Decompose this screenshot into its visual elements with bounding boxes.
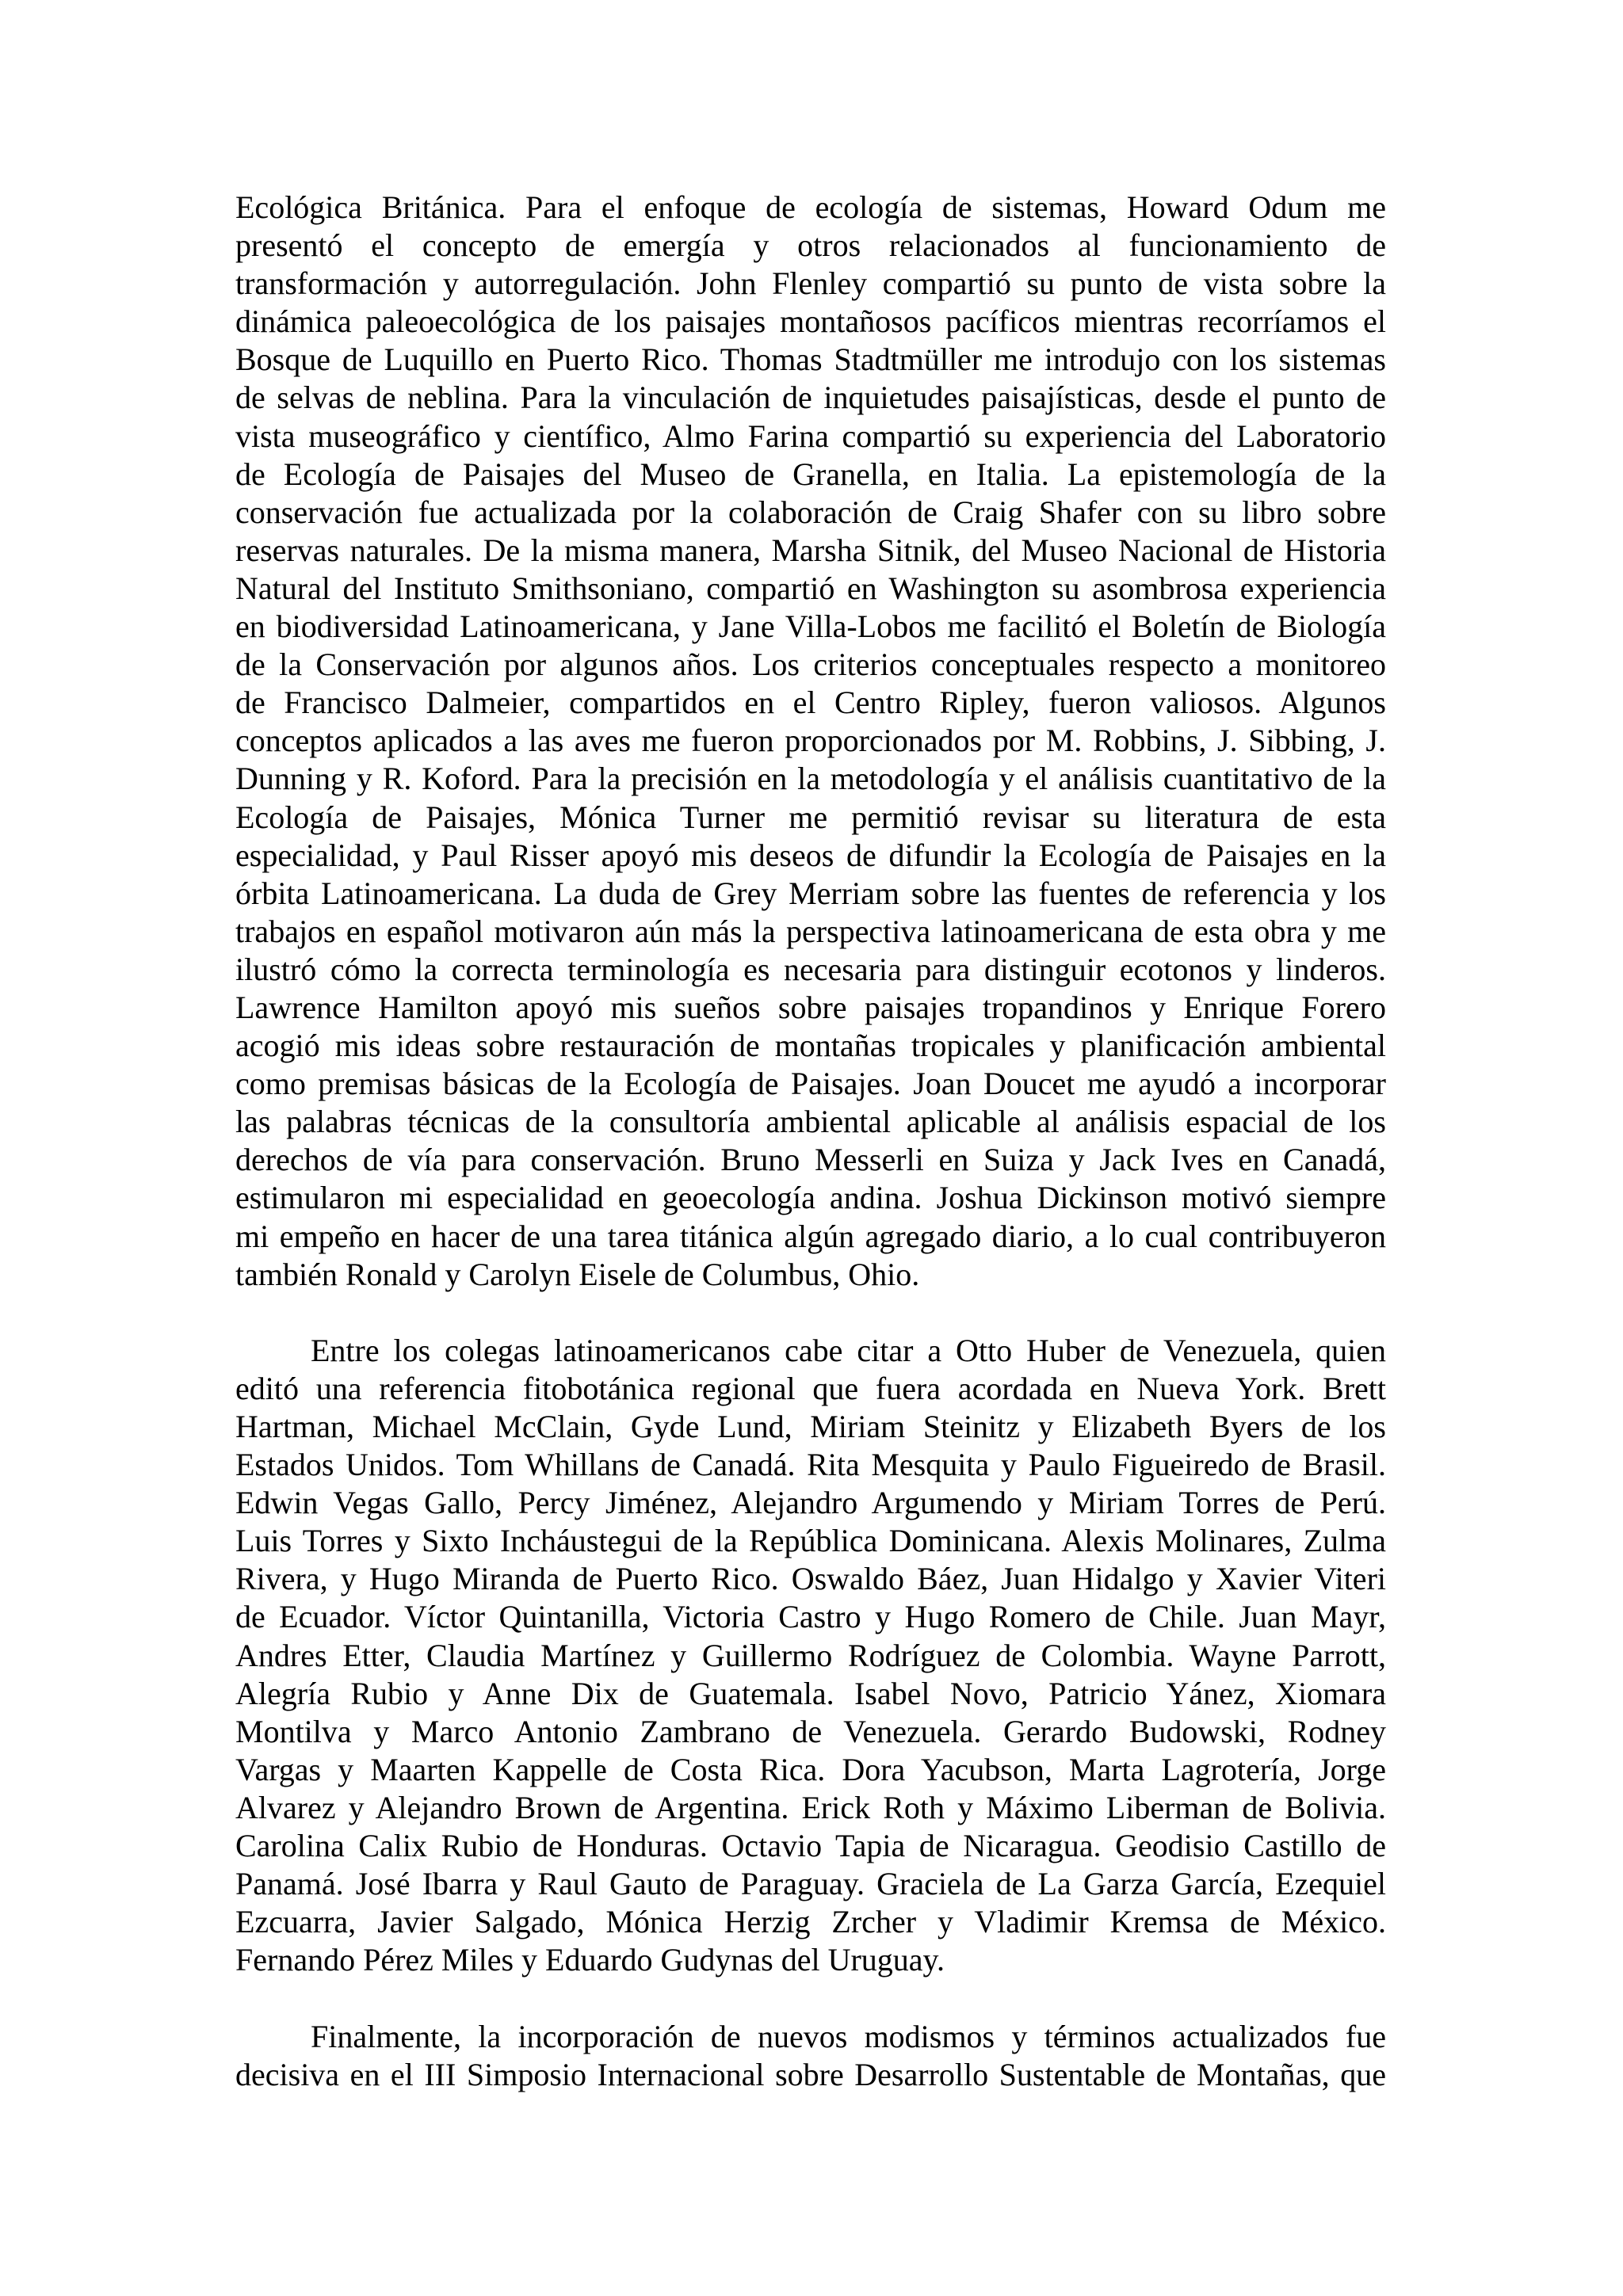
text-line: de Ecuador. Víctor Quintanilla, Victoria Castro y Hugo Romero de Chile. Juan Mayr, <box>235 1599 1386 1635</box>
text-line: Alegría Rubio y Anne Dix de Guatemala. Isabel Novo, Patricio Yánez, Xiomara <box>235 1675 1386 1711</box>
text-line: como premisas básicas de la Ecología de Paisajes. Joan Doucet me ayudó a incorporar <box>235 1066 1386 1102</box>
text-line: Vargas y Maarten Kappelle de Costa Rica. Dora Yacubson, Marta Lagrotería, Jorge <box>235 1751 1386 1787</box>
text-line: Panamá. José Ibarra y Raul Gauto de Paraguay. Graciela de La Garza García, Ezequiel <box>235 1866 1386 1902</box>
text-line: Luis Torres y Sixto Incháustegui de la República Dominicana. Alexis Molinares, Zulma <box>235 1523 1386 1559</box>
text-line: Estados Unidos. Tom Whillans de Canadá. Rita Mesquita y Paulo Figueiredo de Brasil. <box>235 1447 1386 1483</box>
body-text <box>235 189 1386 2094</box>
paragraph-3 <box>235 2018 1386 2094</box>
text-line: mi empeño en hacer de una tarea titánica algún agregado diario, a lo cual contribuyeron <box>235 1218 1386 1254</box>
text-line: Finalmente, la incorporación de nuevos modismos y términos actualizados fue <box>311 2018 1386 2054</box>
paragraph-1 <box>235 189 1386 1294</box>
text-line: estimularon mi especialidad en geoecología andina. Joshua Dickinson motivó siempre <box>235 1180 1386 1216</box>
text-line: editó una referencia fitobotánica regional que fuera acordada en Nueva York. Brett <box>235 1370 1386 1406</box>
text-line: Andres Etter, Claudia Martínez y Guillermo Rodríguez de Colombia. Wayne Parrott, <box>235 1637 1386 1673</box>
text-line: Entre los colegas latinoamericanos cabe citar a Otto Huber de Venezuela, quien <box>311 1332 1386 1368</box>
text-line: conceptos aplicados a las aves me fueron proporcionados por M. Robbins, J. Sibbing, J. <box>235 723 1386 759</box>
text-line: reservas naturales. De la misma manera, Marsha Sitnik, del Museo Nacional de Historia <box>235 532 1386 568</box>
text-line: vista museográfico y científico, Almo Farina compartió su experiencia del Laboratorio <box>235 418 1386 454</box>
text-line: ilustró cómo la correcta terminología es necesaria para distinguir ecotonos y linderos. <box>235 951 1386 987</box>
text-line: especialidad, y Paul Risser apoyó mis deseos de difundir la Ecología de Paisajes en la <box>235 837 1386 873</box>
text-line: Rivera, y Hugo Miranda de Puerto Rico. Oswaldo Báez, Juan Hidalgo y Xavier Viteri <box>235 1561 1386 1597</box>
text-line: en biodiversidad Latinoamericana, y Jane Villa-Lobos me facilitó el Boletín de Biología <box>235 608 1386 645</box>
text-line: también Ronald y Carolyn Eisele de Columbus, Ohio. <box>235 1256 920 1292</box>
paragraph-gap <box>235 1294 1386 1332</box>
text-line: las palabras técnicas de la consultoría ambiental aplicable al análisis espacial de los <box>235 1104 1386 1140</box>
paragraph-gap <box>235 1979 1386 2017</box>
text-line: Ecológica Británica. Para el enfoque de ecología de sistemas, Howard Odum me <box>235 189 1386 225</box>
text-line: Montilva y Marco Antonio Zambrano de Venezuela. Gerardo Budowski, Rodney <box>235 1713 1386 1749</box>
text-line: Lawrence Hamilton apoyó mis sueños sobre paisajes tropandinos y Enrique Forero <box>235 989 1386 1025</box>
text-line: Ecología de Paisajes, Mónica Turner me permitió revisar su literatura de esta <box>235 799 1386 835</box>
text-line: órbita Latinoamericana. La duda de Grey Merriam sobre las fuentes de referencia y los <box>235 875 1386 911</box>
text-line: trabajos en español motivaron aún más la perspectiva latinoamericana de esta obra y me <box>235 913 1386 949</box>
text-line: de selvas de neblina. Para la vinculación de inquietudes paisajísticas, desde el punto de <box>235 379 1386 416</box>
text-line: transformación y autorregulación. John Flenley compartió su punto de vista sobre la <box>235 265 1386 302</box>
text-line: Hartman, Michael McClain, Gyde Lund, Miriam Steinitz y Elizabeth Byers de los <box>235 1409 1386 1444</box>
text-line: Alvarez y Alejandro Brown de Argentina. Erick Roth y Máximo Liberman de Bolivia. <box>235 1789 1386 1825</box>
text-line: Fernando Pérez Miles y Eduardo Gudynas del Uruguay. <box>235 1942 945 1978</box>
text-line: Natural del Instituto Smithsoniano, compartió en Washington su asombrosa experiencia <box>235 570 1386 606</box>
text-line: de la Conservación por algunos años. Los criterios conceptuales respecto a monitoreo <box>235 646 1386 683</box>
text-line: presentó el concepto de emergía y otros relacionados al funcionamiento de <box>235 227 1386 264</box>
text-line: Ezcuarra, Javier Salgado, Mónica Herzig Zrcher y Vladimir Kremsa de México. <box>235 1904 1386 1940</box>
text-line: derechos de vía para conservación. Bruno Messerli en Suiza y Jack Ives en Canadá, <box>235 1142 1386 1178</box>
text-line: Edwin Vegas Gallo, Percy Jiménez, Alejandro Argumendo y Miriam Torres de Perú. <box>235 1485 1386 1521</box>
text-line: conservación fue actualizada por la colaboración de Craig Shafer con su libro sobre <box>235 494 1386 530</box>
text-line: Carolina Calix Rubio de Honduras. Octavio Tapia de Nicaragua. Geodisio Castillo de <box>235 1828 1386 1864</box>
text-line: Dunning y R. Koford. Para la precisión en la metodología y el análisis cuantitativo de la <box>235 761 1386 797</box>
paragraph-2 <box>235 1332 1386 1980</box>
text-line: decisiva en el III Simposio Internacional sobre Desarrollo Sustentable de Montañas, que <box>235 2056 1386 2092</box>
text-line: Bosque de Luquillo en Puerto Rico. Thomas Stadtmüller me introdujo con los sistemas <box>235 341 1386 378</box>
text-line: dinámica paleoecológica de los paisajes montañosos pacíficos mientras recorríamos el <box>235 303 1386 340</box>
text-line: de Ecología de Paisajes del Museo de Granella, en Italia. La epistemología de la <box>235 456 1386 492</box>
text-line: de Francisco Dalmeier, compartidos en el Centro Ripley, fueron valiosos. Algunos <box>235 685 1386 721</box>
text-line: acogió mis ideas sobre restauración de montañas tropicales y planificación ambiental <box>235 1028 1386 1064</box>
